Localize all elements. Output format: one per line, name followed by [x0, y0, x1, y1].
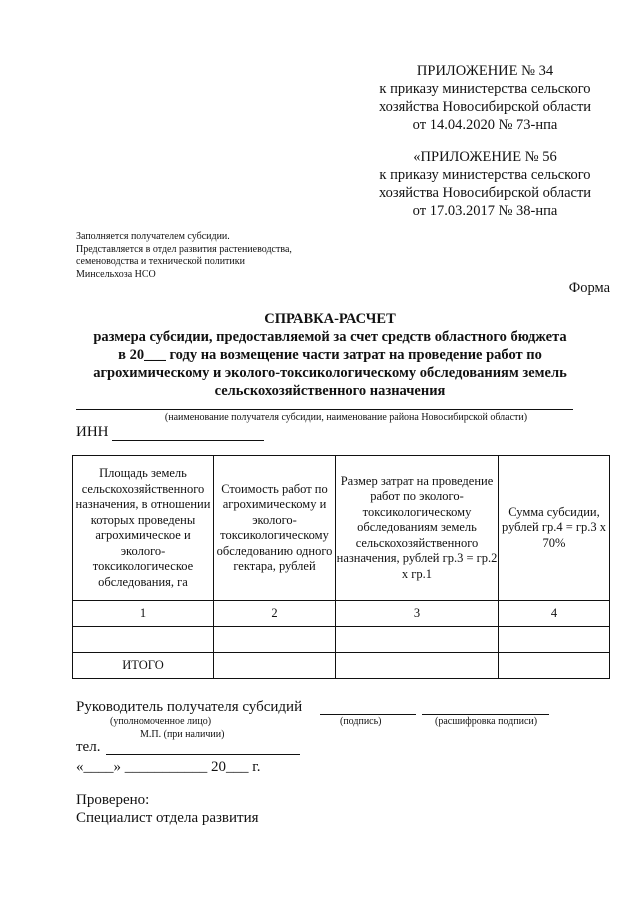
- data-cell-area[interactable]: [73, 627, 214, 653]
- appendix-34-line3: от 14.04.2020 № 73-нпа: [412, 117, 558, 133]
- header-subsidy-sum: Сумма субсидии, рублей гр.4 = гр.3 х 70%: [499, 456, 610, 601]
- col-number-4: 4: [499, 601, 610, 627]
- appendix-34-line1: к приказу министерства сельского: [379, 81, 591, 97]
- authorized-caption: (уполномоченное лицо): [110, 716, 212, 727]
- total-cell-expenses[interactable]: [336, 653, 499, 679]
- checked-label: Проверено:: [76, 792, 150, 808]
- title-line5: сельскохозяйственного назначения: [214, 383, 446, 399]
- note-line1: Заполняется получателем субсидии.: [76, 231, 230, 242]
- signature-decode-line[interactable]: [422, 714, 549, 715]
- appendix-34-title: ПРИЛОЖЕНИЕ № 34: [416, 63, 554, 79]
- data-cell-subsidy[interactable]: [499, 627, 610, 653]
- appendix-56-line1: к приказу министерства сельского: [379, 167, 591, 183]
- phone-label: тел.: [76, 739, 101, 755]
- note-line4: Минсельхоза НСО: [76, 268, 156, 280]
- recipient-caption: (наименование получателя субсидии, наименование района Новосибирской области): [164, 412, 528, 423]
- total-row: [73, 653, 610, 679]
- total-cell-cost[interactable]: [214, 653, 336, 679]
- signature-line[interactable]: [320, 714, 416, 715]
- appendix-34-line2: хозяйства Новосибирской области: [378, 99, 592, 115]
- title-line3: в 20___ году на возмещение части затрат на проведение работ по: [118, 347, 542, 363]
- header-cost-per-hectare: Стоимость работ по агрохимическому и эколого-токсикологическому обследованию одного гектара, рублей: [214, 456, 336, 601]
- total-cell-subsidy[interactable]: [499, 653, 610, 679]
- appendix-56-line3: от 17.03.2017 № 38-нпа: [412, 203, 558, 219]
- col-number-2: 2: [214, 601, 336, 627]
- header-area: Площадь земель сельскохозяйственного назначения, в отношении которых проведены агрохимическое и эколого-токсикологическое обследования, га: [73, 456, 214, 601]
- sign-caption: (подпись): [340, 716, 382, 727]
- head-label: Руководитель получателя субсидий: [76, 699, 303, 715]
- filling-note: [76, 231, 376, 281]
- document-title: [60, 310, 600, 400]
- column-number-row: [73, 601, 610, 627]
- col-number-3: 3: [336, 601, 499, 627]
- table-header-row: [73, 456, 610, 601]
- data-cell-expenses[interactable]: [336, 627, 499, 653]
- appendix-56-title: «ПРИЛОЖЕНИЕ № 56: [413, 149, 557, 165]
- data-cell-cost[interactable]: [214, 627, 336, 653]
- title-line4: агрохимическому и эколого-токсикологическому обследованиям земель: [93, 365, 567, 381]
- inn-label: ИНН: [76, 424, 109, 440]
- specialist-label: Специалист отдела развития: [76, 810, 259, 826]
- header-expenses: Размер затрат на проведение работ по эколого-токсикологическому обследованиям земель сельскохозяйственного назначения, рублей гр.3 = гр.2 х гр.1: [336, 456, 499, 601]
- decode-caption: (расшифровка подписи): [435, 716, 538, 727]
- note-line3: семеноводства и технической политики: [76, 256, 245, 267]
- phone-field-line[interactable]: [106, 754, 300, 755]
- title-line2: размера субсидии, предоставляемой за счет средств областного бюджета: [93, 329, 567, 345]
- appendix-56-block: [360, 148, 610, 220]
- data-row: [73, 627, 610, 653]
- total-label: ИТОГО: [73, 653, 214, 679]
- date-line[interactable]: «____» ___________ 20___ г.: [76, 759, 261, 775]
- inn-field-line[interactable]: [112, 440, 264, 441]
- col-number-1: 1: [73, 601, 214, 627]
- title-line1: СПРАВКА-РАСЧЕТ: [264, 311, 396, 327]
- subsidy-table: [72, 455, 610, 679]
- note-line2: Представляется в отдел развития растениеводства,: [76, 243, 292, 255]
- appendix-56-line2: хозяйства Новосибирской области: [378, 185, 592, 201]
- form-label: Форма: [568, 280, 610, 296]
- stamp-caption: М.П. (при наличии): [140, 729, 225, 740]
- recipient-name-line[interactable]: [76, 409, 573, 410]
- appendix-34-block: [360, 62, 610, 134]
